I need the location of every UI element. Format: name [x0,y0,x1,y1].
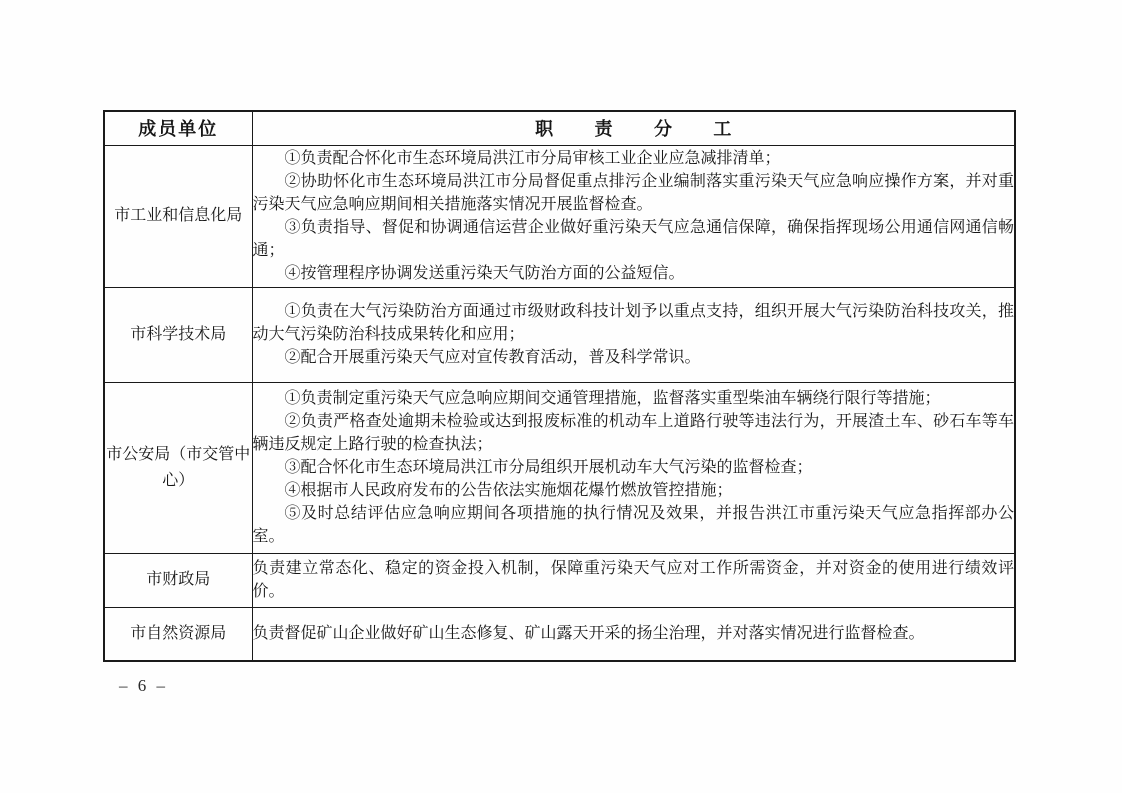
duty-item: ①负责在大气污染防治方面通过市级财政科技计划予以重点支持，组织开展大气污染防治科技攻关，推动大气污染防治科技成果转化和应用； [252,303,1014,343]
duty-item: ④按管理程序协调发送重污染天气防治方面的公益短信。 [284,265,685,282]
table-row-natural-resources-bureau [104,607,1015,661]
unit-name: 市财政局 [104,553,252,607]
header-duty-division: 职责分工 [252,111,1015,145]
table-row-public-security-bureau [104,382,1015,553]
table-header-row [104,111,1015,145]
duty-item: ②配合开展重污染天气应对宣传教育活动，普及科学常识。 [284,349,701,366]
unit-name: 市自然资源局 [104,607,252,661]
duty-item: ③负责指导、督促和协调通信运营企业做好重污染天气应急通信保障，确保指挥现场公用通信网通信畅通； [252,219,1014,259]
table-row-science-tech-bureau [104,287,1015,382]
duty-item: 负责建立常态化、稳定的资金投入机制，保障重污染天气应对工作所需资金，并对资金的使用进行绩效评价。 [252,560,1014,600]
unit-name: 市科学技术局 [104,287,252,382]
duties-cell [252,553,1015,607]
table-row-finance-bureau [104,553,1015,607]
duties-cell [252,607,1015,661]
unit-name: 市公安局（市交管中心） [104,382,252,553]
duty-item: ②负责严格查处逾期未检验或达到报废标准的机动车上道路行驶等违法行为，开展渣土车、砂石车等车辆违反规定上路行驶的检查执法； [252,413,1014,453]
member-duties-table [103,110,1016,662]
duty-item: ①负责制定重污染天气应急响应期间交通管理措施，监督落实重型柴油车辆绕行限行等措施； [284,390,941,407]
duty-item: 负责督促矿山企业做好矿山生态修复、矿山露天开采的扬尘治理，并对落实情况进行监督检查。 [252,625,925,643]
duty-item: ①负责配合怀化市生态环境局洪江市分局审核工业企业应急减排清单； [284,150,781,167]
unit-name: 市工业和信息化局 [104,145,252,287]
duty-item: ⑤及时总结评估应急响应期间各项措施的执行情况及效果，并报告洪江市重污染天气应急指挥部办公室。 [252,505,1014,545]
table-row-industry-it-bureau [104,145,1015,287]
header-member-unit: 成员单位 [104,111,252,145]
duty-item: ②协助怀化市生态环境局洪江市分局督促重点排污企业编制落实重污染天气应急响应操作方案，并对重污染天气应急响应期间相关措施落实情况开展监督检查。 [252,173,1014,213]
duties-cell [252,382,1015,553]
duty-item: ④根据市人民政府发布的公告依法实施烟花爆竹燃放管控措施； [284,482,733,499]
duty-item: ③配合怀化市生态环境局洪江市分局组织开展机动车大气污染的监督检查； [284,459,813,476]
page-number: – 6 – [119,676,168,695]
duties-cell [252,287,1015,382]
duties-cell [252,145,1015,287]
